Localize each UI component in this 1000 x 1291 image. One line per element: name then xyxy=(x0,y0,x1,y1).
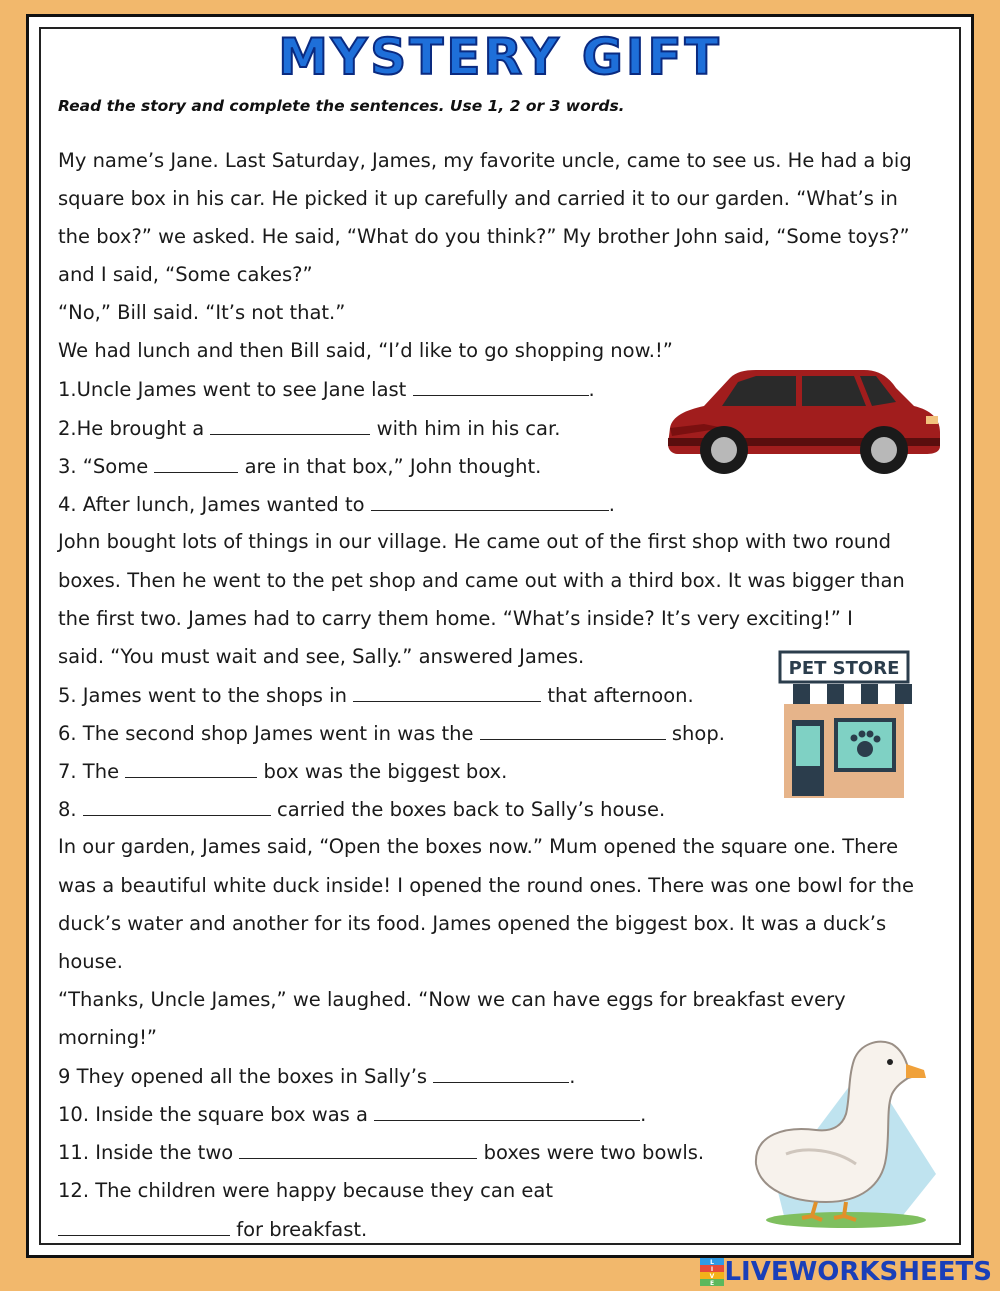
page-title: MYSTERY GIFT xyxy=(278,28,722,86)
question-text: with him in his car. xyxy=(370,417,561,440)
answer-blank[interactable] xyxy=(413,377,589,396)
story-line: boxes. Then he went to the pet shop and came out with a third box. It was bigger than xyxy=(58,569,905,592)
question-7 xyxy=(58,759,507,784)
answer-blank[interactable] xyxy=(353,683,541,702)
logo-stack-icon xyxy=(700,1258,724,1286)
question-text: are in that box,” John thought. xyxy=(238,455,542,478)
story-line: “No,” Bill said. “It’s not that.” xyxy=(58,301,346,324)
question-text: that afternoon. xyxy=(541,684,694,707)
question-5 xyxy=(58,683,694,708)
answer-blank[interactable] xyxy=(371,492,609,511)
question-text: 6. The second shop James went in was the xyxy=(58,722,480,745)
question-text: 4. After lunch, James wanted to xyxy=(58,493,371,516)
question-1 xyxy=(58,377,595,402)
story-line: the box?” we asked. He said, “What do you think?” My brother John said, “Some toys?” xyxy=(58,225,910,248)
story-line: John bought lots of things in our village. He came out of the first shop with two round xyxy=(58,530,891,553)
answer-blank[interactable] xyxy=(433,1064,569,1083)
question-6 xyxy=(58,721,725,746)
story-line: My name’s Jane. Last Saturday, James, my favorite uncle, came to see us. He had a big xyxy=(58,149,912,172)
question-text: 11. Inside the two xyxy=(58,1141,240,1164)
question-9 xyxy=(58,1064,575,1089)
answer-blank[interactable] xyxy=(480,721,666,740)
answer-blank[interactable] xyxy=(125,759,257,778)
question-text: 12. The children were happy because they can eat xyxy=(58,1179,553,1202)
story-line: and I said, “Some cakes?” xyxy=(58,263,313,286)
instructions: Read the story and complete the sentences. Use 1, 2 or 3 words. xyxy=(58,97,625,115)
story-line: In our garden, James said, “Open the boxes now.” Mum opened the square one. There xyxy=(58,835,899,858)
question-text: . xyxy=(608,493,615,516)
question-text: 3. “Some xyxy=(58,455,155,478)
question-text: 2.He brought a xyxy=(58,417,211,440)
story-line: duck’s water and another for its food. James opened the biggest box. It was a duck’s xyxy=(58,912,887,935)
question-text: 10. Inside the square box was a xyxy=(58,1103,375,1126)
question-3 xyxy=(58,454,541,479)
question-text: . xyxy=(640,1103,647,1126)
question-text: 5. James went to the shops in xyxy=(58,684,354,707)
answer-blank[interactable] xyxy=(83,797,271,816)
svg-text:I: I xyxy=(711,1266,714,1273)
story-line: morning!” xyxy=(58,1026,158,1049)
question-10 xyxy=(58,1102,646,1127)
duck-illustration xyxy=(746,1034,946,1230)
story-line: the first two. James had to carry them home. “What’s inside? It’s very exciting!” I xyxy=(58,607,853,630)
question-text: box was the biggest box. xyxy=(257,760,508,783)
logo-text: LIVEWORKSHEETS xyxy=(724,1257,992,1287)
story-line: house. xyxy=(58,950,124,973)
question-text: 8. xyxy=(58,798,83,821)
car-illustration xyxy=(664,366,944,476)
question-text: . xyxy=(588,378,595,401)
story-line: square box in his car. He picked it up carefully and carried it to our garden. “What’s in xyxy=(58,187,898,210)
answer-blank[interactable] xyxy=(374,1102,640,1121)
question-12 xyxy=(58,1179,553,1203)
question-text: boxes were two bowls. xyxy=(477,1141,705,1164)
question-text: shop. xyxy=(665,722,725,745)
question-text: carried the boxes back to Sally’s house. xyxy=(270,798,666,821)
question-12-continued xyxy=(58,1217,367,1242)
liveworksheets-logo xyxy=(700,1258,992,1286)
question-4 xyxy=(58,492,615,517)
question-11 xyxy=(58,1140,704,1165)
pet-store-sign-text: PET STORE xyxy=(788,658,900,679)
answer-blank[interactable] xyxy=(58,1217,230,1236)
awning xyxy=(776,684,912,704)
question-8 xyxy=(58,797,665,822)
answer-blank[interactable] xyxy=(210,416,370,435)
answer-blank[interactable] xyxy=(154,454,238,473)
question-text: 9 They opened all the boxes in Sally’s xyxy=(58,1065,434,1088)
story-line: said. “You must wait and see, Sally.” answered James. xyxy=(58,645,585,668)
question-2 xyxy=(58,416,560,441)
svg-text:E: E xyxy=(710,1280,715,1286)
question-text: 1.Uncle James went to see Jane last xyxy=(58,378,413,401)
question-text: for breakfast. xyxy=(230,1218,368,1241)
question-text: 7. The xyxy=(58,760,126,783)
story-line: We had lunch and then Bill said, “I’d like to go shopping now.!” xyxy=(58,339,673,362)
story-line: “Thanks, Uncle James,” we laughed. “Now we can have eggs for breakfast every xyxy=(58,988,846,1011)
svg-text:V: V xyxy=(710,1273,715,1280)
story-line: was a beautiful white duck inside! I opened the round ones. There was one bowl for the xyxy=(58,874,914,897)
pet-store-illustration xyxy=(770,648,918,800)
answer-blank[interactable] xyxy=(239,1140,477,1159)
question-text: . xyxy=(569,1065,576,1088)
svg-text:L: L xyxy=(710,1259,715,1266)
